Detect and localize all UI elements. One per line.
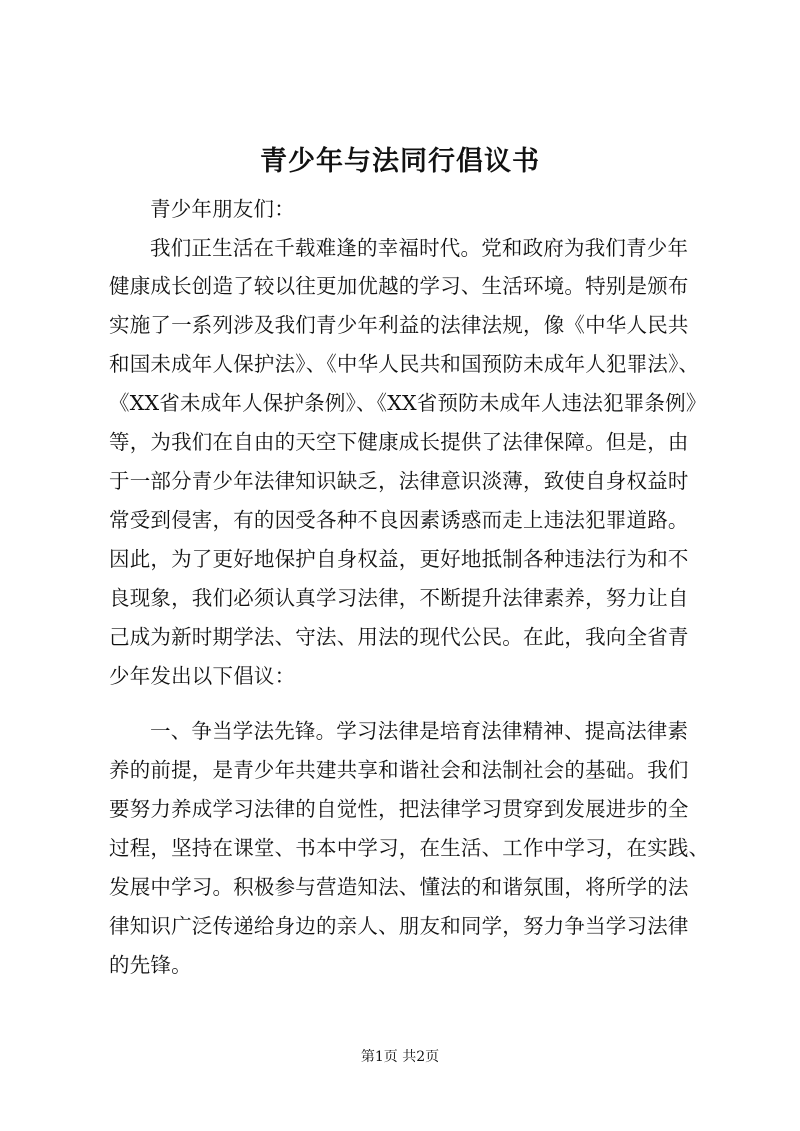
- body-text-line: 《XX省未成年人保护条例》、《XX省预防未成年人违法犯罪条例》: [109, 391, 707, 415]
- salutation-line: 青少年朋友们：: [150, 197, 295, 221]
- body-text-line: 律知识广泛传递给身边的亲人、朋友和同学，努力争当学习法律: [109, 914, 689, 938]
- body-text-line: 己成为新时期学法、守法、用法的现代公民。在此，我向全省青: [109, 625, 689, 649]
- body-text-line: 养的前提，是青少年共建共享和谐社会和法制社会的基础。我们: [109, 758, 689, 782]
- body-text-line: 健康成长创造了较以往更加优越的学习、生活环境。特别是颁布: [109, 274, 689, 298]
- body-text-line: 常受到侵害，有的因受各种不良因素诱惑而走上违法犯罪道路。: [109, 508, 689, 532]
- body-text-line: 过程，坚持在课堂、书本中学习，在生活、工作中学习，在实践、: [109, 836, 710, 860]
- body-text-line: 少年发出以下倡议：: [109, 664, 296, 688]
- body-text-line: 的先锋。: [109, 953, 192, 977]
- page-number-footer: 第1页 共2页: [360, 1049, 440, 1065]
- document-title: 青少年与法同行倡议书: [260, 146, 540, 177]
- body-text-line: 良现象，我们必须认真学习法律，不断提升法律素养，努力让自: [109, 586, 689, 610]
- body-text-line: 我们正生活在千载难逢的幸福时代。党和政府为我们青少年: [150, 236, 689, 260]
- body-text-line: 要努力养成学习法律的自觉性，把法律学习贯穿到发展进步的全: [109, 797, 689, 821]
- body-text-line: 一、争当学法先锋。学习法律是培育法律精神、提高法律素: [150, 719, 689, 743]
- body-text-line: 于一部分青少年法律知识缺乏，法律意识淡薄，致使自身权益时: [109, 469, 689, 493]
- body-text-line: 等，为我们在自由的天空下健康成长提供了法律保障。但是，由: [109, 430, 689, 454]
- body-text-line: 因此，为了更好地保护自身权益，更好地抵制各种违法行为和不: [109, 547, 689, 571]
- body-text-line: 实施了一系列涉及我们青少年利益的法律法规，像《中华人民共: [109, 313, 689, 337]
- body-text-line: 发展中学习。积极参与营造知法、懂法的和谐氛围，将所学的法: [109, 875, 689, 899]
- body-text-line: 和国未成年人保护法》、《中华人民共和国预防未成年人犯罪法》、: [109, 352, 700, 376]
